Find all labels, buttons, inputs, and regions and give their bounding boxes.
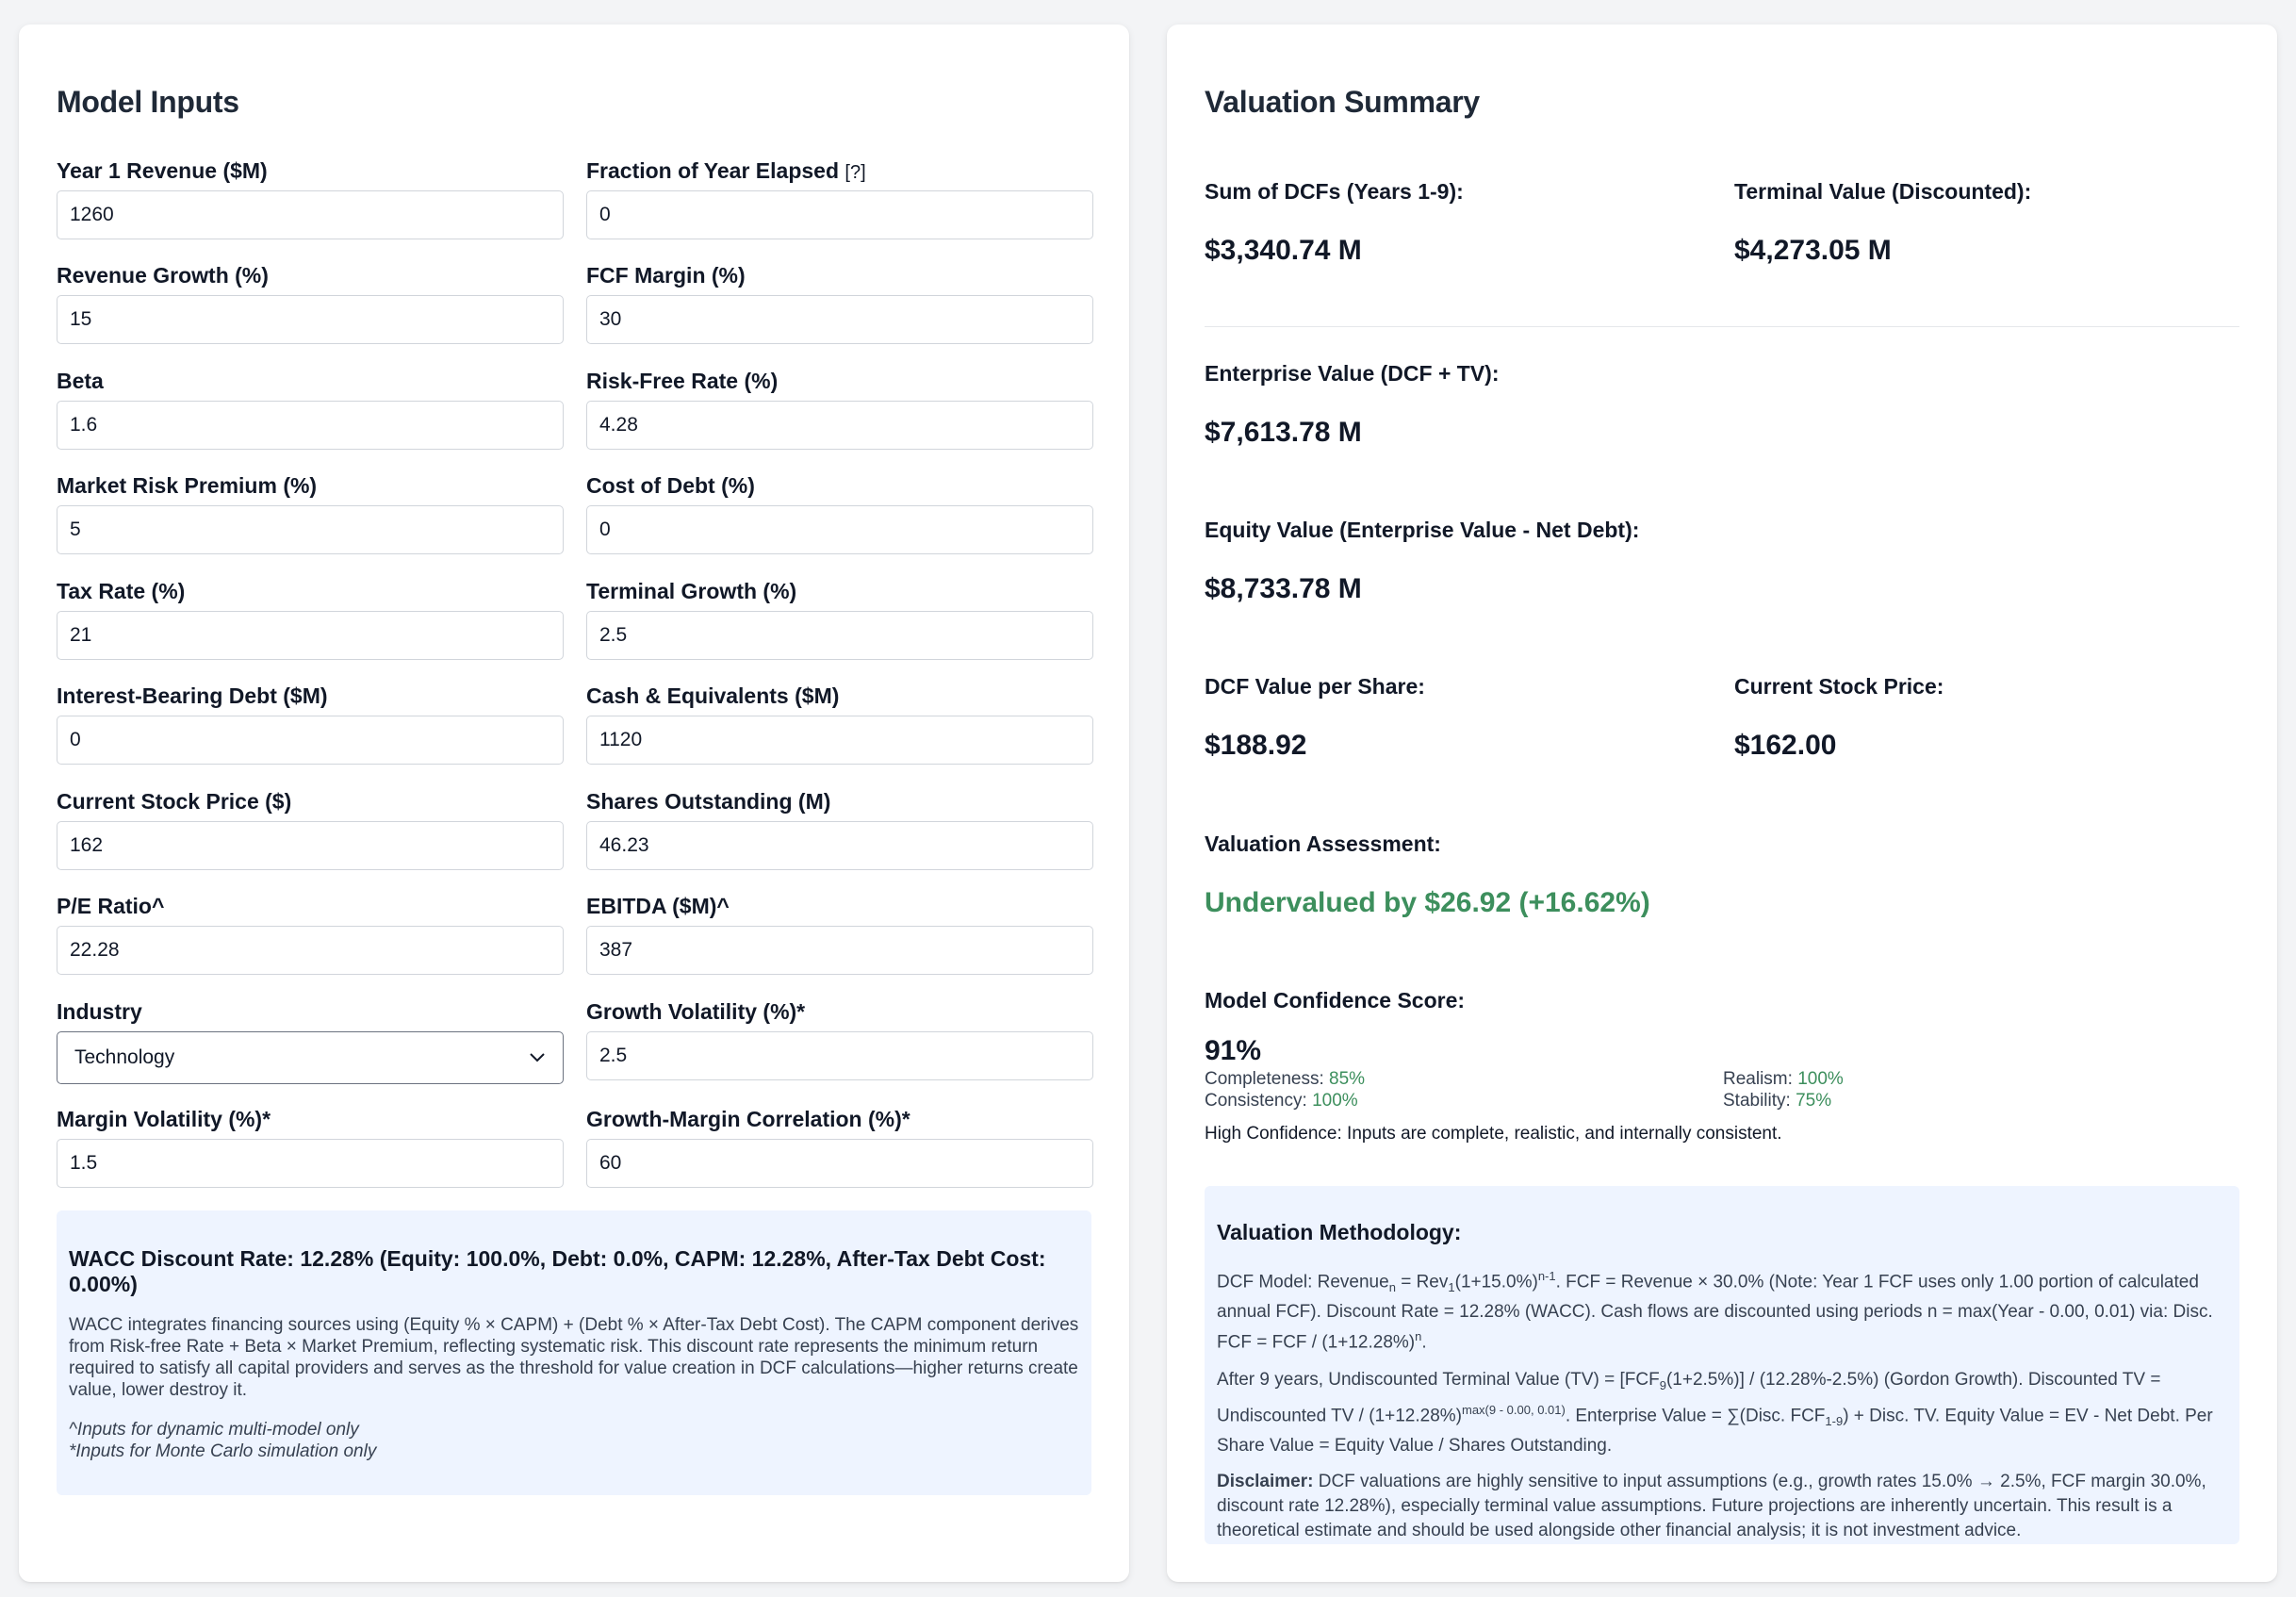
terminal-value-metric	[1734, 179, 2031, 267]
tax-rate-input[interactable]	[57, 611, 564, 660]
pe-ratio-input[interactable]	[57, 926, 564, 975]
confidence-label-block	[1205, 988, 1465, 1013]
model-inputs-title: Model Inputs	[57, 85, 239, 119]
revenue-growth-input[interactable]	[57, 295, 564, 344]
terminal-value-value: $4,273.05 M	[1734, 235, 1892, 266]
method-text: (1+15.0%)	[1454, 1272, 1538, 1292]
fcf-margin-label: FCF Margin (%)	[586, 263, 746, 288]
method-text: . FCF = Revenue × 30.0% (Note: Year 1 FCF uses only 1.00 portion of calculated annual FCF). Discount Rate = 12.28% (WACC). Cash flows are discounted using periods n = max(Year - 0.00, 0.01) via: Disc. FCF = FCF / (1+12.28%)	[1217, 1272, 2213, 1353]
risk-free-label: Risk-Free Rate (%)	[586, 369, 779, 393]
stability-metric	[1723, 1091, 1831, 1111]
valuation-summary-card	[1167, 25, 2277, 1582]
current-price-value: $162.00	[1734, 730, 1837, 761]
debt-label: Interest-Bearing Debt ($M)	[57, 683, 328, 708]
valuation-summary-title: Valuation Summary	[1205, 85, 1480, 119]
fraction-year-field	[586, 156, 1093, 239]
wacc-title: WACC Discount Rate: 12.28% (Equity: 100.0%, Debt: 0.0%, CAPM: 12.28%, After-Tax Debt Cost: 0.00%)	[69, 1246, 1046, 1296]
year1-revenue-field	[57, 156, 564, 239]
summary-divider	[1205, 326, 2239, 327]
beta-label: Beta	[57, 369, 104, 393]
growth-vol-field	[586, 997, 1093, 1080]
current-price-metric	[1734, 674, 1943, 762]
cost-debt-label: Cost of Debt (%)	[586, 473, 755, 498]
confidence-score: 91%	[1205, 1035, 1262, 1066]
per-share-value: $188.92	[1205, 730, 1307, 761]
industry-field	[57, 997, 564, 1084]
correlation-field	[586, 1105, 1093, 1188]
stability-value: 75%	[1796, 1091, 1832, 1111]
cash-label: Cash & Equivalents ($M)	[586, 683, 840, 708]
method-text: (1+2.5%)] / (12.28%-2.5%) (Gordon Growth). Discounted TV = Undiscounted TV / (1+12.28%)	[1217, 1370, 2161, 1426]
methodology-box	[1205, 1186, 2239, 1544]
realism-metric	[1723, 1069, 1844, 1090]
disclaimer-label: Disclaimer:	[1217, 1472, 1314, 1492]
ebitda-label: EBITDA ($M)^	[586, 894, 730, 918]
method-text: = Rev	[1395, 1272, 1449, 1292]
terminal-growth-input[interactable]	[586, 611, 1093, 660]
disclaimer-text: DCF valuations are highly sensitive to input assumptions (e.g., growth rates 15.0% → 2.5%, FCF margin 30.0%, discount rate 12.28%), especially terminal value assumptions. Future projections are inherently uncertain. This result is a theoretical estimate and should be used alongside other financial analysis; it is not investment advice.	[1217, 1472, 2206, 1541]
method-text: . Enterprise Value = ∑(Disc. FCF	[1565, 1406, 1826, 1426]
assessment-label: Valuation Assessment:	[1205, 831, 1441, 856]
method-text: ) + Disc. TV. Equity Value = EV - Net Debt. Per Share Value = Equity Value / Shares Outstanding.	[1217, 1406, 2213, 1457]
pe-ratio-field	[57, 892, 564, 975]
stock-price-field	[57, 787, 564, 870]
shares-input[interactable]	[586, 821, 1093, 870]
realism-label: Realism:	[1723, 1069, 1793, 1089]
growth-vol-label: Growth Volatility (%)*	[586, 999, 806, 1024]
market-risk-field	[57, 471, 564, 554]
completeness-label: Completeness:	[1205, 1069, 1324, 1089]
wacc-description: WACC integrates financing sources using (Equity % × CAPM) + (Debt % × After-Tax Debt Cost). The CAPM component derives from Risk-free Rate + Beta × Market Premium, reflecting systematic risk. This discount rate represents the minimum return required to satisfy all capital providers and serves as the threshold for value creation in DCF calculations—higher returns create value, lower destroy it.	[69, 1315, 1079, 1400]
current-price-label: Current Stock Price:	[1734, 674, 1944, 699]
realism-value: 100%	[1797, 1069, 1844, 1089]
per-share-metric	[1205, 674, 1425, 762]
risk-free-field	[586, 367, 1093, 450]
assessment-metric	[1205, 831, 1650, 919]
cost-debt-field	[586, 471, 1093, 554]
debt-input[interactable]	[57, 716, 564, 765]
sum-dcf-metric	[1205, 179, 1464, 267]
stability-label: Stability:	[1723, 1091, 1791, 1111]
margin-vol-field	[57, 1105, 564, 1188]
completeness-value: 85%	[1329, 1069, 1366, 1089]
consistency-metric	[1205, 1091, 1358, 1111]
revenue-growth-label: Revenue Growth (%)	[57, 263, 269, 288]
equity-value-metric	[1205, 518, 1639, 605]
method-sup: max(9 - 0.00, 0.01)	[1462, 1403, 1566, 1418]
method-text: .	[1421, 1332, 1427, 1353]
equity-value-value: $8,733.78 M	[1205, 573, 1362, 604]
revenue-growth-field	[57, 261, 564, 344]
terminal-growth-field	[586, 577, 1093, 660]
correlation-input[interactable]	[586, 1139, 1093, 1188]
method-sup: n	[1415, 1329, 1422, 1344]
risk-free-input[interactable]	[586, 401, 1093, 450]
fraction-year-input[interactable]	[586, 190, 1093, 239]
tax-rate-field	[57, 577, 564, 660]
method-sup: n-1	[1537, 1269, 1556, 1283]
terminal-growth-label: Terminal Growth (%)	[586, 579, 797, 603]
margin-vol-label: Margin Volatility (%)*	[57, 1107, 271, 1131]
correlation-label: Growth-Margin Correlation (%)*	[586, 1107, 910, 1131]
fcf-margin-field	[586, 261, 1093, 344]
ebitda-input[interactable]	[586, 926, 1093, 975]
cash-field	[586, 682, 1093, 765]
equity-value-label: Equity Value (Enterprise Value - Net Debt):	[1205, 518, 1640, 542]
monte-carlo-note: *Inputs for Monte Carlo simulation only	[69, 1441, 377, 1461]
method-text: DCF Model: Revenue	[1217, 1272, 1389, 1292]
method-text: After 9 years, Undiscounted Terminal Value (TV) = [FCF	[1217, 1370, 1660, 1391]
pe-ratio-label: P/E Ratio^	[57, 894, 165, 918]
method-sub: 9	[1659, 1378, 1666, 1393]
fraction-year-label	[586, 156, 1093, 185]
industry-select[interactable]	[57, 1031, 564, 1084]
confidence-label: Model Confidence Score:	[1205, 988, 1466, 1013]
wacc-info-box	[57, 1210, 1091, 1495]
shares-label: Shares Outstanding (M)	[586, 789, 831, 814]
industry-label: Industry	[57, 999, 142, 1024]
methodology-dcf-model	[1217, 1264, 2227, 1355]
confidence-score-block	[1205, 1035, 1261, 1067]
year1-revenue-label: Year 1 Revenue ($M)	[57, 158, 268, 183]
methodology-disclaimer	[1217, 1470, 2227, 1543]
multi-model-note: ^Inputs for dynamic multi-model only	[69, 1420, 359, 1440]
growth-vol-input[interactable]	[586, 1031, 1093, 1080]
per-share-label: DCF Value per Share:	[1205, 674, 1425, 699]
consistency-label: Consistency:	[1205, 1091, 1307, 1111]
fcf-margin-input[interactable]	[586, 295, 1093, 344]
tax-rate-label: Tax Rate (%)	[57, 579, 186, 603]
terminal-value-label: Terminal Value (Discounted):	[1734, 179, 2032, 204]
debt-field	[57, 682, 564, 765]
margin-vol-input[interactable]	[57, 1139, 564, 1188]
market-risk-input[interactable]	[57, 505, 564, 554]
enterprise-value-value: $7,613.78 M	[1205, 417, 1362, 448]
industry-selected-value: Technology	[74, 1046, 175, 1068]
fraction-year-label-text: Fraction of Year Elapsed	[586, 158, 840, 183]
cash-input[interactable]	[586, 716, 1093, 765]
shares-field	[586, 787, 1093, 870]
completeness-metric	[1205, 1069, 1365, 1090]
method-sub: n	[1388, 1280, 1396, 1295]
methodology-terminal-value	[1217, 1368, 2227, 1458]
model-inputs-card	[19, 25, 1129, 1582]
sum-dcf-value: $3,340.74 M	[1205, 235, 1362, 266]
method-sub: 1-9	[1825, 1414, 1844, 1429]
chevron-down-icon	[529, 1046, 546, 1069]
confidence-note: High Confidence: Inputs are complete, realistic, and internally consistent.	[1205, 1124, 1782, 1144]
beta-field	[57, 367, 564, 450]
help-link[interactable]: [?]	[845, 162, 866, 183]
stock-price-label: Current Stock Price ($)	[57, 789, 292, 814]
cost-debt-input[interactable]	[586, 505, 1093, 554]
sum-dcf-label: Sum of DCFs (Years 1-9):	[1205, 179, 1464, 204]
enterprise-value-metric	[1205, 361, 1500, 449]
ebitda-field	[586, 892, 1093, 975]
method-sub: 1	[1448, 1280, 1455, 1295]
beta-input[interactable]	[57, 401, 564, 450]
enterprise-value-label: Enterprise Value (DCF + TV):	[1205, 361, 1500, 386]
year1-revenue-input[interactable]	[57, 190, 564, 239]
assessment-value: Undervalued by $26.92 (+16.62%)	[1205, 887, 1650, 918]
market-risk-label: Market Risk Premium (%)	[57, 473, 318, 498]
stock-price-input[interactable]	[57, 821, 564, 870]
methodology-title: Valuation Methodology:	[1217, 1220, 1462, 1244]
consistency-value: 100%	[1312, 1091, 1358, 1111]
